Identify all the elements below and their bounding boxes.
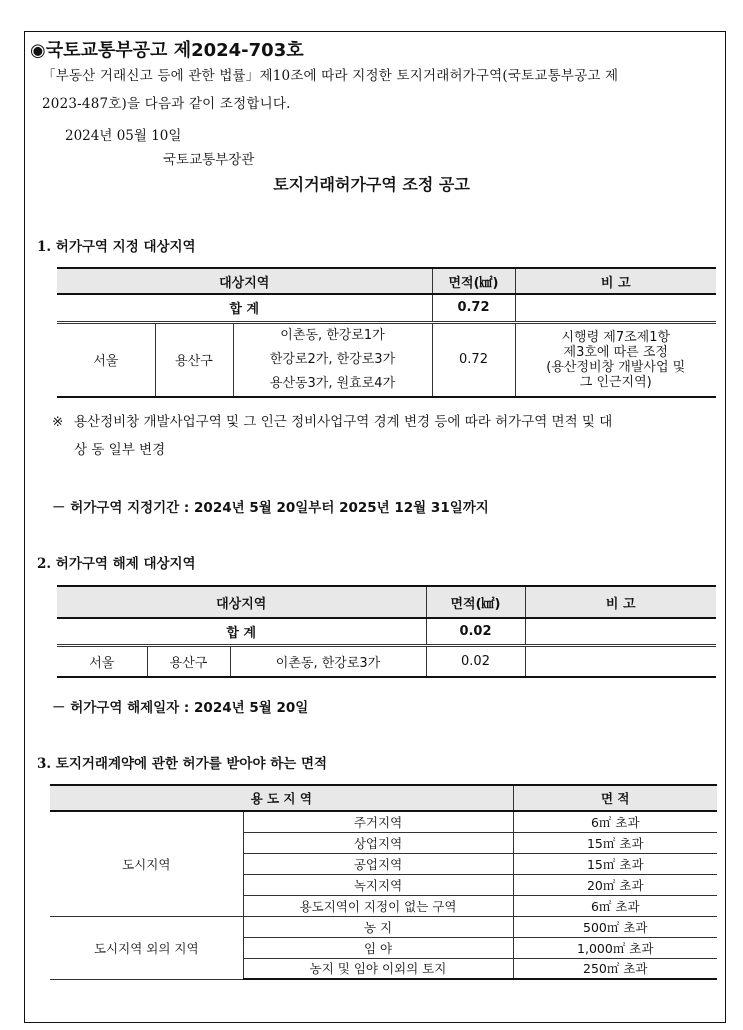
notice-title: ◉국토교통부공고 제2024-703호	[30, 40, 304, 61]
dong-line: 용산동3가, 원효로4가	[269, 375, 396, 391]
permit-area-cell: 6㎡ 초과	[513, 895, 717, 916]
dong-cell	[233, 322, 432, 397]
zone-cell: 임 야	[243, 937, 513, 958]
remark-cell	[525, 645, 716, 677]
permit-area-cell: 1,000㎡ 초과	[513, 937, 717, 958]
sum-remark	[525, 618, 716, 645]
header-zone: 용 도 지 역	[50, 785, 513, 811]
adjustment-note	[52, 408, 717, 464]
zone-cell: 농 지	[243, 916, 513, 937]
zone-cell: 상업지역	[243, 832, 513, 853]
district-cell: 용산구	[147, 645, 230, 677]
table-row	[50, 916, 717, 937]
remark-line: 그 인근지역)	[579, 374, 652, 390]
header-remark: 비 고	[525, 586, 716, 618]
permit-area-cell: 15㎡ 초과	[513, 832, 717, 853]
permit-area-cell: 20㎡ 초과	[513, 874, 717, 895]
header-region: 대상지역	[57, 268, 432, 294]
zone-cell: 용도지역이 지정이 없는 구역	[243, 895, 513, 916]
permit-area-cell: 250㎡ 초과	[513, 958, 717, 979]
document-heading: 토지거래허가구역 조정 공고	[273, 175, 470, 194]
note-line-2: 상 동 일부 변경	[74, 442, 166, 458]
permit-area-table	[50, 784, 717, 980]
notice-issuer: 국토교통부장관	[163, 152, 255, 168]
dong-cell: 이촌동, 한강로3가	[230, 645, 426, 677]
dong-line: 이촌동, 한강로1가	[280, 327, 385, 343]
notice-body-line-1: 「부동산 거래신고 등에 관한 법률」제10조에 따라 지정한 토지거래허가구역(국토교통부공고 제	[42, 68, 619, 84]
area-cell: 0.02	[426, 645, 525, 677]
designation-period: － 허가구역 지정기간 : 2024년 5월 20일부터 2025년 12월 31일까지	[52, 500, 489, 516]
remark-line: 제3호에 따른 조정	[563, 344, 668, 360]
remark-line: (용산정비창 개발사업 및	[546, 359, 686, 375]
zone-cell: 녹지지역	[243, 874, 513, 895]
district-cell: 용산구	[155, 322, 233, 397]
sum-area: 0.72	[432, 294, 515, 322]
remark-cell	[515, 322, 716, 397]
section-3-title: 3. 토지거래계약에 관한 허가를 받아야 하는 면적	[37, 756, 328, 772]
release-date: － 허가구역 해제일자 : 2024년 5월 20일	[52, 700, 309, 716]
city-cell: 서울	[57, 645, 147, 677]
sum-area: 0.02	[426, 618, 525, 645]
zone-cell: 농지 및 임야 이외의 토지	[243, 958, 513, 979]
section-2-title: 2. 허가구역 해제 대상지역	[37, 556, 196, 572]
header-region: 대상지역	[57, 586, 426, 618]
release-table	[57, 585, 716, 678]
city-cell: 서울	[57, 322, 155, 397]
area-cell: 0.72	[432, 322, 515, 397]
note-mark: ※	[52, 414, 64, 430]
header-area: 면적(㎢)	[432, 268, 515, 294]
header-permit-area: 면 적	[513, 785, 717, 811]
urban-group-label: 도시지역	[50, 811, 243, 916]
header-remark: 비 고	[515, 268, 716, 294]
permit-area-cell: 500㎡ 초과	[513, 916, 717, 937]
designation-table	[57, 267, 716, 398]
dong-line: 한강로2가, 한강로3가	[269, 351, 396, 367]
header-area: 면적(㎢)	[426, 586, 525, 618]
table-row	[50, 811, 717, 832]
nonurban-group-label: 도시지역 외의 지역	[50, 916, 243, 979]
notice-date: 2024년 05월 10일	[65, 128, 182, 144]
sum-remark	[515, 294, 716, 322]
permit-area-cell: 6㎡ 초과	[513, 811, 717, 832]
sum-label: 합 계	[57, 618, 426, 645]
zone-cell: 주거지역	[243, 811, 513, 832]
note-line-1: 용산정비창 개발사업구역 및 그 인근 정비사업구역 경계 변경 등에 따라 허가구역 면적 및 대	[74, 414, 613, 430]
notice-body-line-2: 2023-487호)을 다음과 같이 조정합니다.	[42, 96, 291, 112]
sum-label: 합 계	[57, 294, 432, 322]
zone-cell: 공업지역	[243, 853, 513, 874]
section-1-title: 1. 허가구역 지정 대상지역	[37, 239, 196, 255]
remark-line: 시행령 제7조제1항	[561, 329, 671, 345]
permit-area-cell: 15㎡ 초과	[513, 853, 717, 874]
